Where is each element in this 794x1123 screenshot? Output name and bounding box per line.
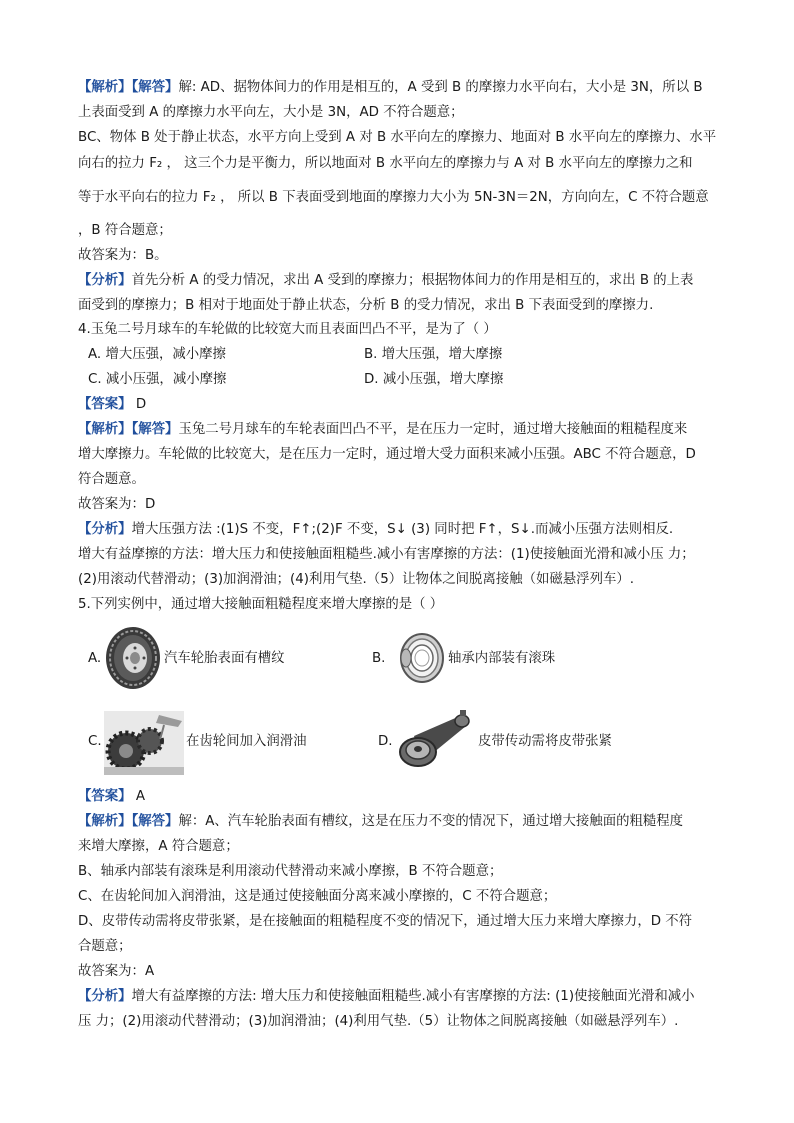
q5-stem: 5.下列实例中，通过增大接触面粗糙程度来增大摩擦的是（ ）	[78, 597, 444, 612]
q4-option-b: B. 增大压强，增大摩擦	[364, 347, 503, 362]
q5-final-answer: 故答案为：A	[78, 964, 155, 979]
q5-solution-line-4: C、在齿轮间加入润滑油，这是通过使接触面分离来减小摩擦的，C 不符合题意；	[78, 889, 557, 904]
answer-tag: 【答案】	[78, 397, 132, 412]
solution-tag: 【解析】【解答】	[78, 814, 179, 829]
q4-answer: 【答案】 D	[78, 397, 147, 412]
q5-analysis-line-2: 压 力；(2)用滚动代替滑动；(3)加润滑油；(4)利用气垫.（5）让物体之间脱离接触（如磁悬浮列车）.	[78, 1014, 679, 1029]
q5-option-a-letter: A.	[88, 651, 102, 666]
q5-option-d-letter: D.	[378, 734, 393, 749]
q5-solution-line-3: B、轴承内部装有滚珠是利用滚动代替滑动来减小摩擦，B 不符合题意；	[78, 864, 503, 879]
q4-analysis-line-2: 增大有益摩擦的方法：增大压力和使接触面粗糙些.减小有害摩擦的方法：(1)使接触面光滑和减小压 力；	[78, 547, 695, 562]
q5-option-c-text: 在齿轮间加入润滑油	[186, 734, 307, 749]
q4-option-d: D. 减小压强，增大摩擦	[364, 372, 504, 387]
q3-analysis-line-1: 【分析】首先分析 A 的受力情况，求出 A 受到的摩擦力；根据物体间力的作用是相互的，求出 B 的上表	[78, 273, 694, 288]
q4-stem: 4.玉兔二号月球车的车轮做的比较宽大而且表面凹凸不平，是为了（ ）	[78, 322, 497, 337]
gear-oil-image	[104, 711, 184, 775]
analysis-tag: 【分析】	[78, 273, 132, 288]
q3-solution-line-2: 上表面受到 A 的摩擦力水平向左，大小是 3N，AD 不符合题意；	[78, 105, 464, 120]
q4-solution-line-2: 增大摩擦力。车轮做的比较宽大，是在压力一定时，通过增大受力面积来减小压强。ABC 不符合题意，D	[78, 447, 696, 462]
q4-analysis-line-3: (2)用滚动代替滑动；(3)加润滑油；(4)利用气垫.（5）让物体之间脱离接触（如磁悬浮列车）.	[78, 572, 634, 587]
q5-option-d-text: 皮带传动需将皮带张紧	[478, 734, 612, 749]
tire-image	[104, 626, 162, 690]
q3-solution-line-4: 向右的拉力 F₂ ， 这三个力是平衡力，所以地面对 B 水平向左的摩擦力与 A 对 B 水平向左的摩擦力之和	[78, 156, 693, 171]
q3-solution-line-5: 等于水平向右的拉力 F₂ ， 所以 B 下表面受到地面的摩擦力大小为 5N-3N＝2N，方向向左，C 不符合题意	[78, 190, 709, 205]
q4-solution-line-1: 【解析】【解答】玉兔二号月球车的车轮表面凹凸不平，是在压力一定时，通过增大接触面的粗糙程度来	[78, 422, 688, 437]
q4-analysis-line-1: 【分析】增大压强方法 :(1)S 不变，F↑;(2)F 不变，S↓ (3) 同时把 F↑，S↓.而减小压强方法则相反.	[78, 522, 674, 537]
q5-option-a-text: 汽车轮胎表面有槽纹	[164, 651, 285, 666]
solution-tag: 【解析】【解答】	[78, 80, 179, 95]
q5-solution-line-6: 合题意；	[78, 939, 132, 954]
answer-tag: 【答案】	[78, 789, 132, 804]
q4-option-c: C. 减小压强，减小摩擦	[88, 372, 227, 387]
q3-final-answer: 故答案为：B。	[78, 248, 168, 263]
solution-tag: 【解析】【解答】	[78, 422, 179, 437]
q4-final-answer: 故答案为：D	[78, 497, 156, 512]
q3-analysis-line-2: 面受到的摩擦力；B 相对于地面处于静止状态，分析 B 的受力情况，求出 B 下表面受到的摩擦力.	[78, 298, 654, 313]
q4-option-a: A. 增大压强，减小摩擦	[88, 347, 226, 362]
q5-solution-line-5: D、皮带传动需将皮带张紧，是在接触面的粗糙程度不变的情况下，通过增大压力来增大摩擦力，D 不符	[78, 914, 693, 929]
q5-solution-line-1: 【解析】【解答】解：A、汽车轮胎表面有槽纹，这是在压力不变的情况下，通过增大接触面的粗糙程度	[78, 814, 684, 829]
q5-option-c-letter: C.	[88, 734, 102, 749]
q5-option-b-text: 轴承内部装有滚珠	[448, 651, 556, 666]
q3-solution-line-6: ，B 符合题意；	[78, 223, 172, 238]
analysis-tag: 【分析】	[78, 989, 132, 1004]
q3-solution-line-3: BC、物体 B 处于静止状态，水平方向上受到 A 对 B 水平向左的摩擦力、地面对 B 水平向左的摩擦力、水平	[78, 130, 717, 145]
belt-drive-image	[398, 708, 474, 774]
q5-solution-line-2: 来增大摩擦，A 符合题意；	[78, 839, 239, 854]
q5-answer: 【答案】 A	[78, 789, 145, 804]
analysis-tag: 【分析】	[78, 522, 132, 537]
q4-solution-line-3: 符合题意。	[78, 472, 145, 487]
q3-solution-line-1: 【解析】【解答】解: AD、据物体间力的作用是相互的，A 受到 B 的摩擦力水平向右，大小是 3N，所以 B	[78, 80, 703, 95]
bearing-image	[398, 632, 444, 684]
q5-option-b-letter: B.	[372, 651, 386, 666]
q5-analysis-line-1: 【分析】增大有益摩擦的方法: 增大压力和使接触面粗糙些.减小有害摩擦的方法: (1)使接触面光滑和减小	[78, 989, 695, 1004]
